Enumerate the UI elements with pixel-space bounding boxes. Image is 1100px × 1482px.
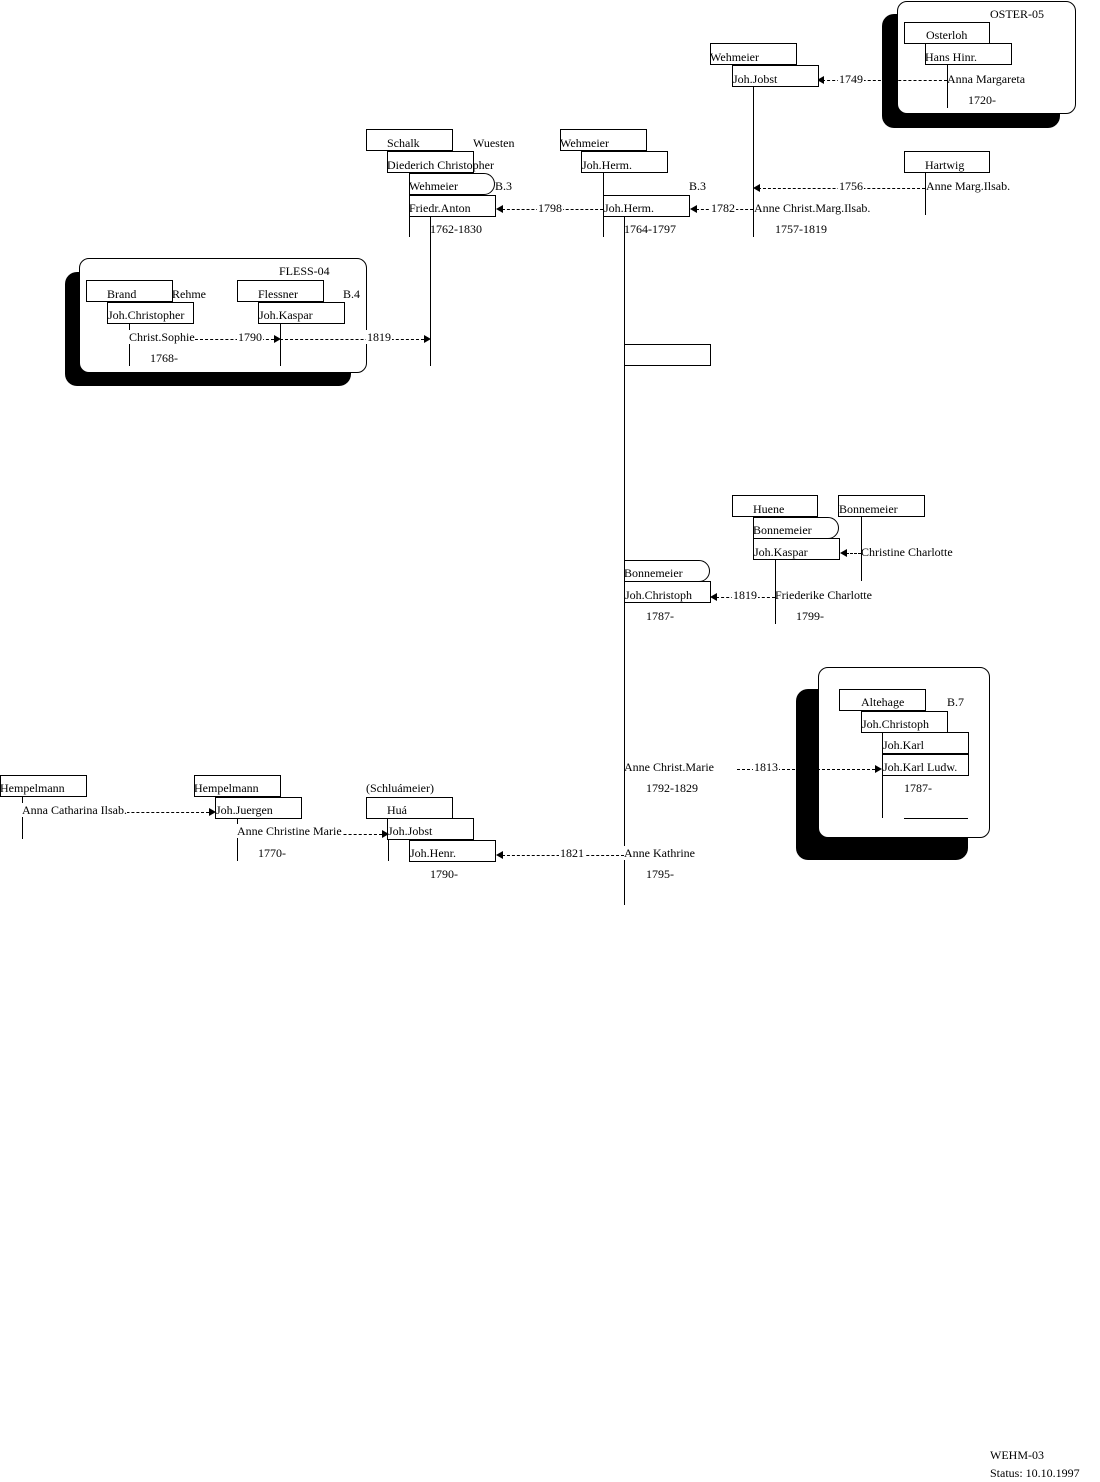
friedr-line (430, 217, 431, 366)
schlua-surname: Huá (387, 803, 407, 817)
jobst-marriage-year: 1749 (839, 72, 863, 86)
oster-surname: Osterloh (926, 28, 968, 42)
schalk-place: Wuesten (473, 136, 515, 150)
fless-flessner-surname: Flessner (258, 287, 298, 301)
friedr-arrow (496, 205, 503, 213)
jobst-surname: Wehmeier (710, 50, 760, 64)
schalk-surname: Schalk (387, 136, 420, 150)
schlua-gf: Joh.Jobst (388, 824, 433, 838)
fless-dates: 1768- (150, 351, 178, 365)
anne-marie-arrow (875, 765, 882, 773)
schlua-marriage-year: 1821 (560, 846, 584, 860)
fless-second-line (280, 339, 424, 340)
fless-marriage-year-2: 1819 (367, 330, 391, 344)
bonnemeier-surname: Bonnemeier (839, 502, 898, 516)
fless-ref: B.4 (343, 287, 361, 301)
fless-second-arrow (424, 335, 431, 343)
huene-name: Friederike Charlotte (775, 588, 872, 602)
fless-brand-place: Rehme (172, 287, 206, 301)
kathrine-arrow (496, 851, 503, 859)
altehage-bottom-line (904, 818, 968, 819)
kathrine-dates: 1795- (646, 867, 674, 881)
jobst-name: Joh.Jobst (733, 72, 778, 86)
bonnemeier-marriage-line (846, 553, 861, 554)
johchristoph-arrow (710, 593, 717, 601)
friedr-name: Friedr.Anton (409, 201, 471, 215)
huene-marriage-year: 1819 (733, 588, 757, 602)
oster-name: Anna Margareta (947, 72, 1026, 86)
flessner-line (280, 323, 281, 366)
huene-mother: Christine Charlotte (861, 545, 953, 559)
oster-father: Hans Hinr. (925, 50, 977, 64)
johchristoph-surname: Bonnemeier (624, 566, 683, 580)
schlua-line (388, 840, 389, 861)
fless-flessner-father: Joh.Kaspar (259, 308, 313, 322)
anne-christ-dates: 1757-1819 (775, 222, 827, 236)
schlua-label: (Schluámeier) (366, 781, 434, 795)
altehage-gf: Joh.Christoph (862, 717, 930, 731)
schalk-father: Diederich Christopher (387, 158, 494, 172)
altehage-surname: Altehage (861, 695, 905, 709)
johchristoph-dates: 1787- (646, 609, 674, 623)
friedr-marriage-year: 1798 (538, 201, 562, 215)
johherm-dates: 1764-1797 (624, 222, 676, 236)
fless-code: FLESS-04 (279, 264, 330, 278)
anne-marie-name: Anne Christ.Marie (624, 760, 714, 774)
hempel2-surname: Hempelmann (194, 781, 259, 795)
hartwig-arrow (753, 184, 760, 192)
hartwig-surname: Hartwig (925, 158, 965, 172)
johchristoph-name: Joh.Christoph (625, 588, 693, 602)
hempel1-name: Anna Catharina Ilsab. (22, 803, 127, 817)
johherm-arrow (690, 205, 697, 213)
hempel2-dates: 1770- (258, 846, 286, 860)
footer-doc-id: WEHM-03 (990, 1448, 1044, 1462)
footer-status: Status: 10.10.1997 (990, 1466, 1080, 1480)
empty-child-box (624, 344, 711, 366)
kathrine-name: Anne Kathrine (624, 846, 695, 860)
fless-marriage-year: 1790 (238, 330, 262, 344)
friedr-dates: 1762-1830 (430, 222, 482, 236)
fless-brand-father: Joh.Christopher (108, 308, 185, 322)
oster-dates: 1720- (968, 93, 996, 107)
hempel2-name: Anne Christine Marie (237, 824, 342, 838)
fless-name: Christ.Sophie (129, 330, 195, 344)
bonnemeier-arrow (840, 549, 847, 557)
friedr-ref: B.3 (495, 179, 513, 193)
friedr-surname: Wehmeier (409, 179, 459, 193)
oster-code: OSTER-05 (990, 7, 1044, 21)
johherm-name: Joh.Herm. (604, 201, 654, 215)
schlua-name: Joh.Henr. (410, 846, 456, 860)
hartwig-marriage-year: 1756 (839, 179, 863, 193)
johherm-ref: B.3 (689, 179, 707, 193)
altehage-father: Joh.Karl (883, 738, 924, 752)
altehage-name: Joh.Karl Ludw. (883, 760, 958, 774)
huene-dates: 1799- (796, 609, 824, 623)
hartwig-name: Anne Marg.Ilsab. (926, 179, 1011, 193)
wehmeier-top-surname: Wehmeier (560, 136, 610, 150)
fless-brand-surname: Brand (107, 287, 137, 301)
huene-surname: Huene (753, 502, 785, 516)
anne-christ-name: Anne Christ.Marg.Ilsab. (754, 201, 871, 215)
wehmeier-top-father: Joh.Herm. (582, 158, 632, 172)
schlua-surname-box (366, 797, 453, 819)
hempel2-father: Joh.Juergen (216, 803, 273, 817)
anne-marie-marriage-year: 1813 (754, 760, 778, 774)
huene-father: Joh.Kaspar (754, 545, 808, 559)
huene-inner-surname: Bonnemeier (753, 523, 812, 537)
altehage-ref: B.7 (947, 695, 965, 709)
anne-marie-dates: 1792-1829 (646, 781, 698, 795)
schlua-dates: 1790- (430, 867, 458, 881)
altehage-dates: 1787- (904, 781, 932, 795)
hempel1-surname: Hempelmann (0, 781, 65, 795)
johherm-marriage-year: 1782 (711, 201, 735, 215)
